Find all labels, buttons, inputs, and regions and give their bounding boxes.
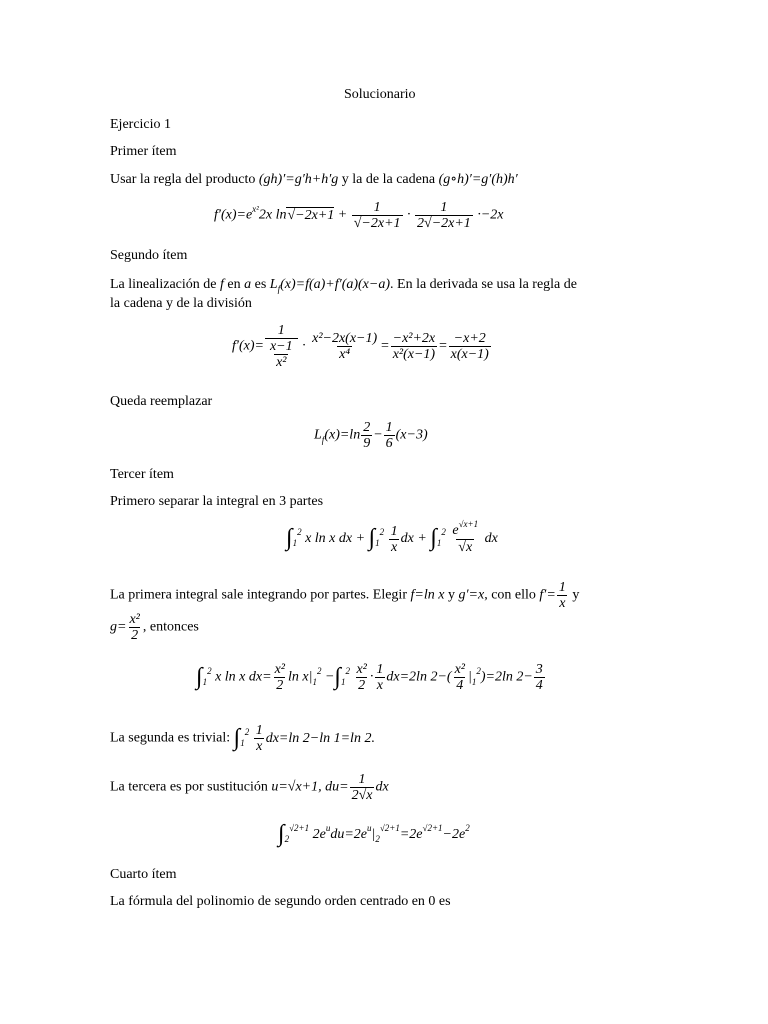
exercise-heading: Ejercicio 1: [110, 117, 172, 132]
item3-text: Primero separar la integral en 3 partes: [110, 494, 324, 509]
item1-text: Usar la regla del producto (gh)′=g′h+h′g y la de la cadena (g∘h)′=g′(h)h′: [110, 172, 518, 187]
segunda-text: La segunda es trivial: $\int_1^2$ $\frac{1}{x}$ dx=ln 2−ln 1=ln 2.: [110, 723, 375, 754]
equation-6: $\int_2^{√2+1}$ $2e^udu=2e^u|_2^{√2+1}=2e^{√2+1}-2e^2$: [278, 821, 470, 847]
page-title: Solucionario: [344, 87, 416, 102]
item2-text-line2: la cadena y de la división: [110, 296, 252, 311]
equation-5: $\int_1^2$ x ln x dx= $\frac{\text{x²}}{2}$ $\ln x|_1^2 -\int_1^2$ $\frac{\text{x²}}{2}$ · $\frac{1}{x}$ dx=2ln 2−( $\frac{\text{x²}}{4}$ $|_1^2)=2\ln$ 2− $\frac{3}{4}$: [196, 662, 543, 693]
equation-2: f′(x)= $\frac{1}{\frac{x-1}{\text{x²}}}$ · $\frac{\text{x²−2x(x−1)}}{\text{x⁴}}$ = $\frac{\text{−x²+2x}}{\text{x²(x−1)}}$ = $\frac{-x+2}{x(x-1)}$: [232, 323, 489, 370]
item3-heading: Tercer ítem: [110, 467, 174, 482]
item4-heading: Cuarto ítem: [110, 867, 177, 882]
equation-3: $L_f(x)=\ln$ $\frac{2}{9}$ − $\frac{1}{6}$ (x−3): [314, 420, 428, 451]
queda-text: Queda reemplazar: [110, 394, 213, 409]
parts-text-line2: g= $\frac{\text{x²}}{2}$ , entonces: [110, 612, 199, 643]
item1-heading: Primer ítem: [110, 144, 177, 159]
item2-heading: Segundo ítem: [110, 248, 188, 263]
item2-text-line1: La linealización de f en a es $L_f(x)=f(a)+f'(a)(x-a)$. En la derivada se usa la regla de: [110, 277, 577, 294]
item4-text: La fórmula del polinomio de segundo orden centrado en 0 es: [110, 894, 451, 909]
parts-text-line1: La primera integral sale integrando por partes. Elegir f=ln x y g′=x, con ello f′= $\frac{1}{x}$ y: [110, 580, 580, 611]
equation-4: $\int_1^2$ x ln x dx + $\int_1^2$ $\frac{1}{x}$ dx + $\int_1^2$ $\frac{e^{√x+1}}{√x}$ dx: [286, 519, 498, 555]
equation-1: $f'(x)=e^{x^2}2x$ ln√−2x+1 + $\frac{1}{√-2x+1}$ · $\frac{1}{2√-2x+1}$ ·−2x: [214, 200, 504, 231]
tercera-text: La tercera es por sustitución u=√x+1, du= $\frac{1}{2√x}$ dx: [110, 772, 389, 803]
